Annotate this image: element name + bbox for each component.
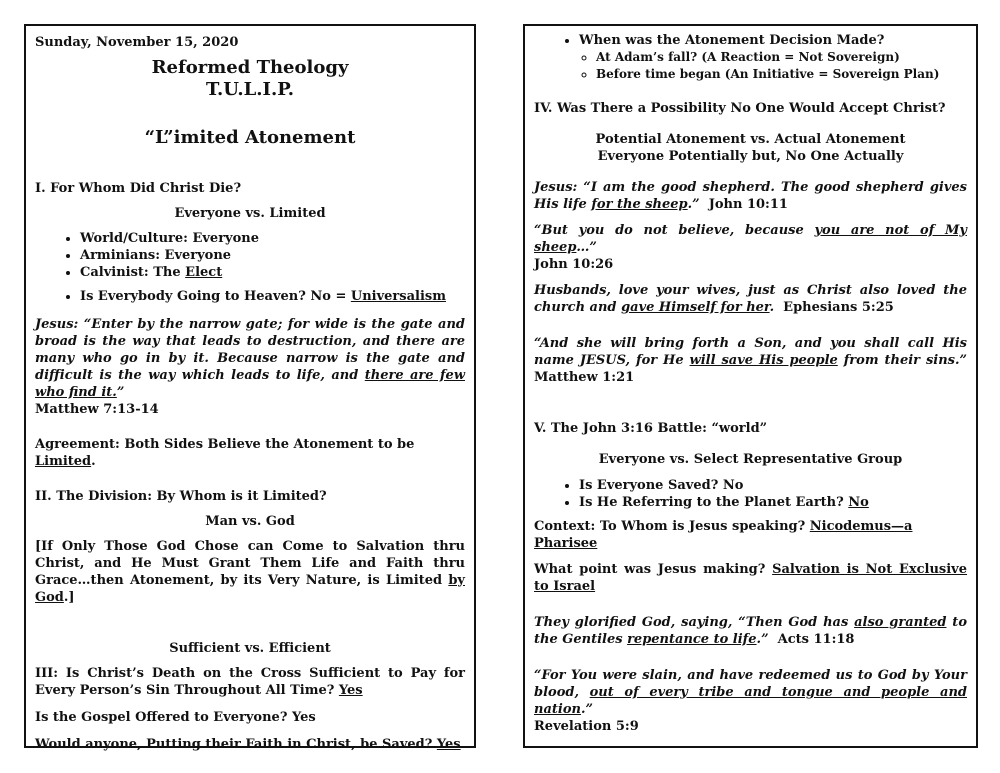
section-2-heading: II. The Division: By Whom is it Limited? [35, 489, 327, 504]
section-4-center-2: Everyone Potentially but, No One Actually [597, 149, 904, 164]
section-3-center: Sufficient vs. Efficient [169, 641, 331, 656]
subtitle: “L”imited Atonement [144, 127, 356, 148]
gospel-offered: Is the Gospel Offered to Everyone? Yes [35, 710, 316, 725]
point: What point was Jesus making? Salvation is Not Exclusive to Israel [534, 562, 968, 594]
quote-john-10-11: Jesus: “I am the good shepherd. The good shepherd gives His life for the sheep.” John 10:11 [534, 180, 967, 212]
quote-ref: Matthew 7:13-14 [35, 402, 159, 417]
would-anyone: Would anyone, Putting their Faith in Christ, be Saved? Yes [35, 737, 461, 752]
quote-acts: They glorified God, saying, “Then God has also granted to the Gentiles repentance to life.” Acts 11:18 [534, 615, 967, 647]
list-item: • Calvinist: The Elect [80, 264, 465, 281]
section-4-heading: IV. Was There a Possibility No One Would Accept Christ? [534, 101, 946, 116]
quote-ref: Revelation 5:9 [534, 719, 639, 734]
list-item: • Is Everyone Saved? No [579, 477, 967, 494]
context: Context: To Whom is Jesus speaking? Nicodemus—a Pharisee [534, 519, 913, 551]
quote-matthew-1: “And she will bring forth a Son, and you shall call His name JESUS, for He will save His people from their sins.” Matthew 1:21 [534, 336, 967, 385]
section-2-center: Man vs. God [205, 514, 295, 529]
list-item: • Is He Referring to the Planet Earth? No [579, 494, 967, 511]
title-line2: T.U.L.I.P. [205, 79, 295, 100]
list-item: • Arminians: Everyone [80, 247, 465, 264]
section-4-center-1: Potential Atonement vs. Actual Atonement [595, 132, 906, 147]
date: Sunday, November 15, 2020 [35, 35, 239, 50]
list-item: • When was the Atonement Decision Made? [579, 32, 967, 49]
section-2-text: [If Only Those God Chose can Come to Salvation thru Christ, and He Must Grant Them Life and Faith thru Grace…then Atonement, by its Very Nature, is Limited by God.] [35, 539, 465, 605]
right-page [523, 24, 978, 748]
section-5-center: Everyone vs. Select Representative Group [598, 452, 903, 467]
list-item: • Is Everybody Going to Heaven? No = Universalism [80, 288, 465, 305]
section-1-list-2 [35, 288, 465, 305]
list-item: ◦ Before time began (An Initiative = Sovereign Plan) [596, 66, 967, 83]
quote-matthew-7: Jesus: “Enter by the narrow gate; for wide is the gate and broad is the way that leads to destruction, and there are many who go in by it. Because narrow is the gate and difficult is the way which leads to life, and there are few who find it.” [35, 317, 466, 400]
list-item: • World/Culture: Everyone [80, 230, 465, 247]
left-page [24, 24, 476, 752]
section-3-text: III: Is Christ’s Death on the Cross Sufficient to Pay for Every Person’s Sin Throughout All Time? Yes [35, 666, 465, 698]
title-line1: Reformed Theology [151, 57, 349, 78]
section-5-heading: V. The John 3:16 Battle: “world” [534, 421, 768, 436]
quote-ref: John 10:26 [534, 257, 614, 272]
section-1-center: Everyone vs. Limited [174, 206, 326, 221]
section-1-heading: I. For Whom Did Christ Die? [35, 181, 242, 196]
atonement-decision-sublist [534, 49, 967, 83]
quote-john-10-26: “But you do not believe, because you are not of My sheep…” [534, 223, 967, 255]
section-1-list [35, 230, 465, 281]
atonement-decision-list [534, 32, 967, 49]
section-5-list [534, 477, 967, 511]
list-item: ◦ At Adam’s fall? (A Reaction = Not Sovereign) [596, 49, 967, 66]
quote-ephesians: Husbands, love your wives, just as Christ also loved the church and gave Himself for her. Ephesians 5:25 [534, 283, 967, 315]
quote-revelation: “For You were slain, and have redeemed us to God by Your blood, out of every tribe and tongue and people and nation.” [534, 668, 968, 717]
agreement: Agreement: Both Sides Believe the Atonement to be Limited. [35, 437, 415, 469]
